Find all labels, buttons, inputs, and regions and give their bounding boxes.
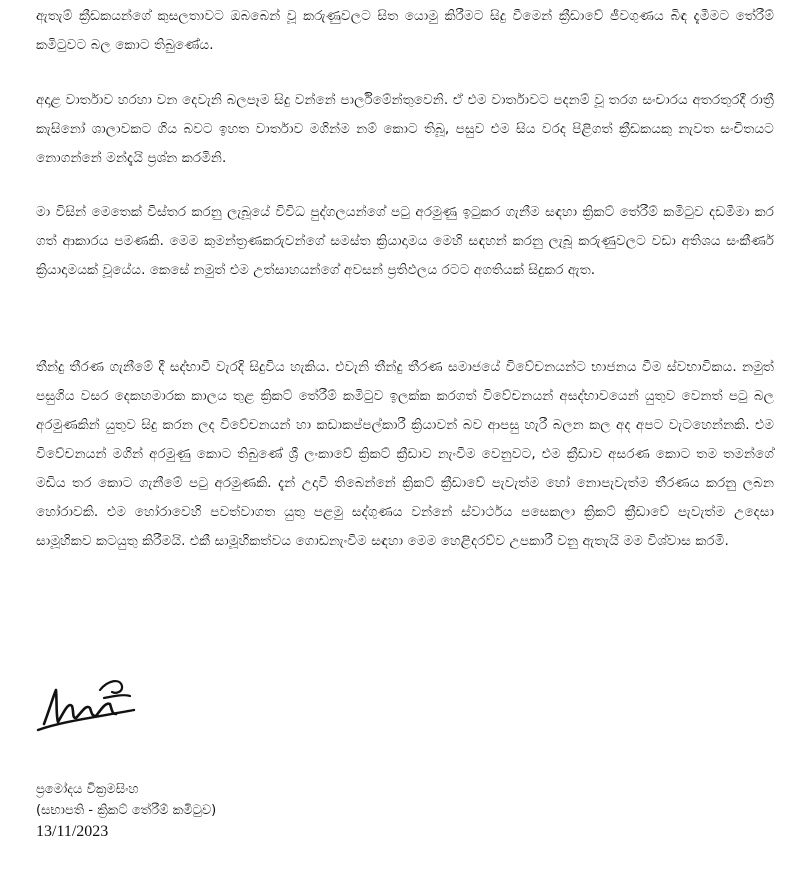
letter-paragraph-4: තීන්දු තීරණ ගැනීමේ දී සද්භාවී වැරදි සිදුවිය හැකිය. එවැනි තීන්දු තීරණ සමාජයේ විවේචනයන්ට භාජනය වීම ස්වභාවිකය. නමුත් පසුගිය වසර දෙකහමාරක කාලය තුළ ක්‍රිකට් තේරීම් කමිටුව ඉලක්ක කරගත් විවේචනයන් අසද්භාවයෙන් යුතුව වෙනත් පටු බල අරමුණකින් යුතුව සිදු කරන ලද විවේචනයන් හා කඩාකප්පල්කාරී ක්‍රියාවන් බව ආපසු හැරී බලන කල අද අපට වැටහෙන්නකි. එම විවේචනයන් මගින් අරමුණු කොට තිබුණේ ශ්‍රී ලංකාවේ ක්‍රිකට් ක්‍රීඩාව නැංවීම වෙනුවට, එම ක්‍රීඩාව අසරණ කොට තම තමන්ගේ මඩිය තර කොට ගැනීමේ පටු අරමුණකි. දැන් උදාවී තිබෙන්නේ ක්‍රිකට් ක්‍රීඩාවේ පැවැත්ම හෝ නොපැවැත්ම තීරණය කරනු ලබන හෝරාවකි. එම හෝරාවෙහි පවත්වාගත යුතු පළමු සද්ගුණය වන්නේ ස්වාර්ථය පසෙකලා ක්‍රිකට් ක්‍රීඩාවේ පැවැත්ම උදෙසා සාමූහිකව කටයුතු කිරීමයි. එකී සාමූහිකත්වය ගොඩනැංවීම සඳහා මෙම හෙළිදරව්ව උපකාරී වනු ඇතැයි මම විශ්වාස කරමි. xyxy=(36,359,774,549)
letter-paragraph-1: ඇතැම් ක්‍රීඩකයන්ගේ කුසලතාවට ඔබබෙන් වූ කරුණුවලට සිත යොමු කිරීමට සිදු වීමෙන් ක්‍රීඩාවේ ජීවගුණය බිඳ දැමීමට තේරීම් කමිටුවට බල කොට තිබුණේය. xyxy=(36,8,774,53)
signatory-title: (සභාපති - ක්‍රිකට් තේරීම් කමිටුව) xyxy=(36,803,217,818)
letter-paragraph-3: මා විසින් මෙතෙක් විස්තර කරනු ලැබූයේ විවිධ පුද්ගලයන්ගේ පටු අරමුණු ඉටුකර ගැනීම සඳහා ක්‍රිකට් තේරීම් කමිටුව දඩමීමා කර ගත් ආකාරය පමණකි. මෙම කුමන්ත්‍රණකරුවන්ගේ සමස්ත ක්‍රියාදාමය මෙහි සඳහන් කරනු ලැබූ කරුණුවලට වඩා අතිශය සංකීර්ණ ක්‍රියාදාමයක් වූයේය. කෙසේ නමුත් එම උත්සාහයන්ගේ අවසන් ප්‍රතිඵලය රටට අගතියක් සිදුකර ඇත. xyxy=(36,204,774,278)
signatory-name: ප්‍රමෝදය වික්‍රමසිංහ xyxy=(36,782,139,797)
handwritten-signature xyxy=(30,672,150,742)
letter-paragraph-2: අදාළ වාර්තාව හරහා වන දෙවැනි බලපෑම සිදු වන්නේ පාර්ලිමේන්තුවෙනි. ඒ එම වාර්තාවට පදනම් වූ තරග සංචාරය අතරතුරදී රාත්‍රී කැසිනෝ ශාලාවකට ගිය බවට ඉහත වාර්තාව මගින්ම නම් කොට තිබූ, පසුව එම සිය වරද පිළිගත් ක්‍රීඩකයකු නැවත සංචිතයට නොගන්නේ මන්දැයි ප්‍රශ්න කරමිනි. xyxy=(36,92,774,166)
letter-date: 13/11/2023 xyxy=(36,823,109,840)
signature-block xyxy=(36,779,216,842)
